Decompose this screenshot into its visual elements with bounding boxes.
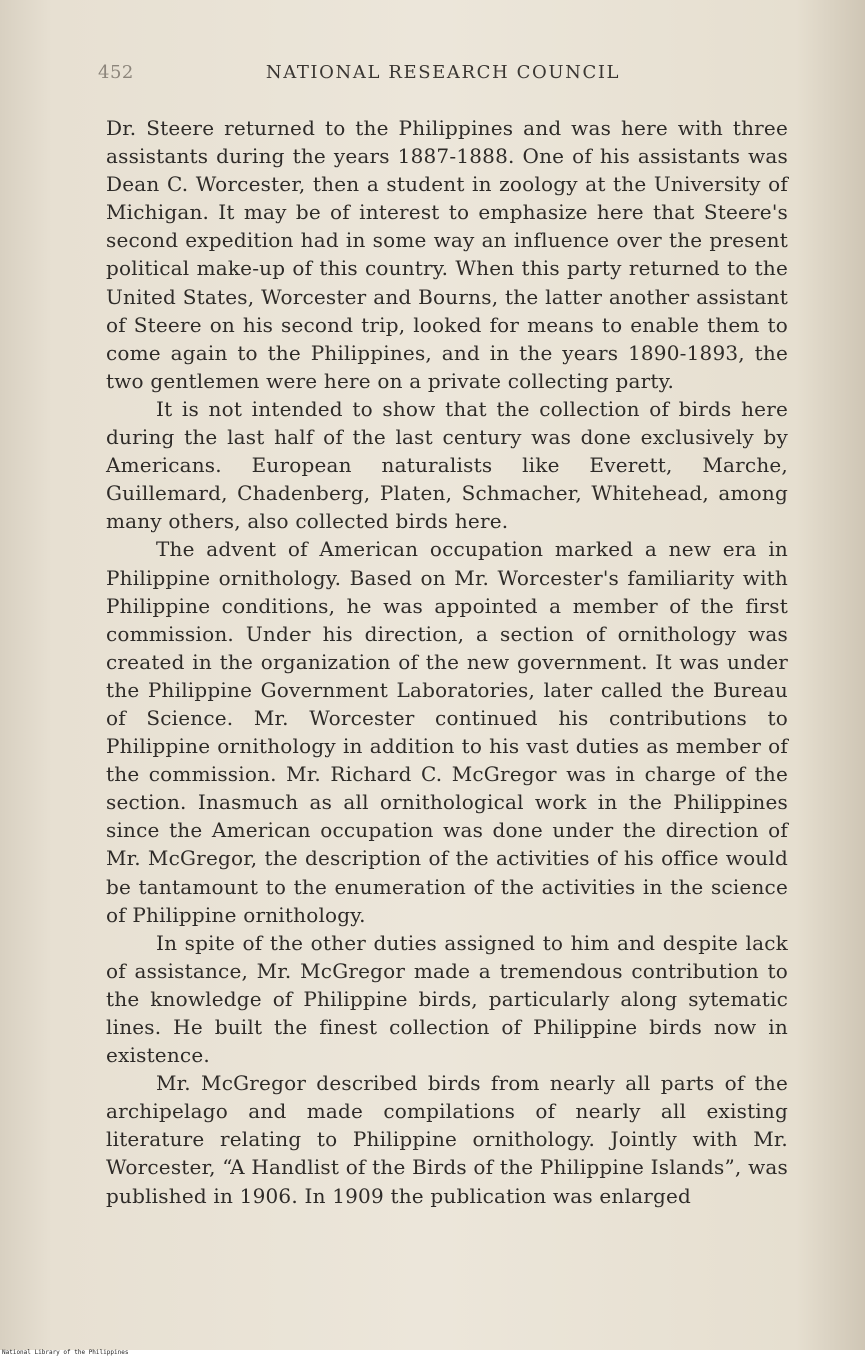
page-number: 452 xyxy=(98,62,134,83)
body-text xyxy=(106,114,788,1210)
running-title: NATIONAL RESEARCH COUNCIL xyxy=(265,62,621,83)
paragraph: Mr. McGregor described birds from nearly all parts of the archipelago and made compilations of nearly all existing literature relating to Philippine ornithology. Jointly with Mr. Worcester, “A Handlist of the Birds of the Philippine Islands”, was published in 1906. In 1909 the publication was enlarged xyxy=(106,1071,788,1208)
paragraph: The advent of American occupation marked a new era in Philippine ornithology. Based on Mr. Worcester's familiarity with Philippine conditions, he was appointed a member of the first commission. Under his direction, a section of ornithology was created in the organization of the new government. It was under the Philippine Government Laboratories, later called the Bureau of Science. Mr. Worcester continued his contributions to Philippine ornithology in addition to his vast duties as member of the commission. Mr. Richard C. McGregor was in charge of the section. Inasmuch as all ornithological work in the Philippines since the American occupation was done under the direction of Mr. McGregor, the description of the activities of his office would be tantamount to the enumeration of the activities in the science of Philippine ornithology. xyxy=(106,537,788,927)
page-header xyxy=(98,62,788,88)
paragraph: Dr. Steere returned to the Philippines and was here with three assistants during the years 1887-1888. One of his assistants was Dean C. Worcester, then a student in zoology at the University of Michigan. It may be of interest to emphasize here that Steere's second expedition had in some way an influence over the present political make-up of this country. When this party returned to the United States, Worcester and Bourns, the latter another assistant of Steere on his second trip, looked for means to enable them to come again to the Philippines, and in the years 1890-1893, the two gentlemen were here on a private collecting party. xyxy=(106,116,788,393)
scan-footer xyxy=(0,1350,865,1358)
paragraph: In spite of the other duties assigned to him and despite lack of assistance, Mr. McGregor made a tremendous contribution to the knowledge of Philippine birds, particularly along sytematic lines. He built the finest collection of Philippine birds now in existence. xyxy=(106,930,788,1068)
library-stamp: National Library of the Philippines xyxy=(2,1349,129,1356)
paragraph: It is not intended to show that the collection of birds here during the last half of the last century was done exclusively by Americans. European naturalists like Everett, Marche, Guillemard, Chadenberg, Platen, Schmacher, Whitehead, among many others, also collected birds here. xyxy=(106,396,788,534)
